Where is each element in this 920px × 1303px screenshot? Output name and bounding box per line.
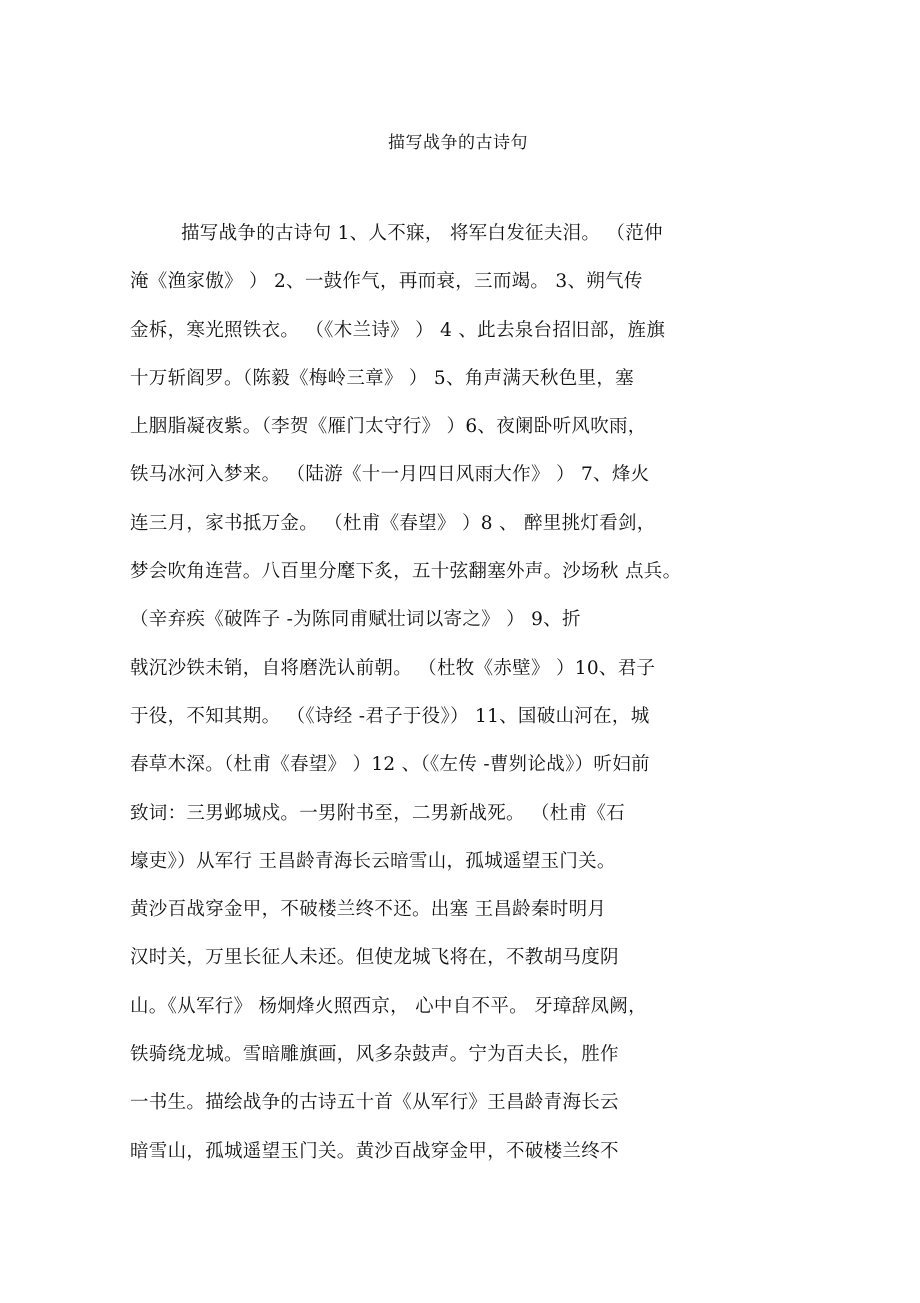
text-line: 铁马冰河入梦来。 （陆游《十一月四日风雨大作》 ） 7、烽火 bbox=[130, 464, 650, 486]
text-line: 一书生。描绘战争的古诗五十首《从军行》王昌龄青海长云 bbox=[130, 1092, 619, 1114]
text-line: 金柝，寒光照铁衣。 （《木兰诗》 ） 4 、此去泉台招旧部，旌旗 bbox=[130, 319, 666, 341]
text-line: 描写战争的古诗句 1、人不寐， 将军白发征夫泪。 （范仲 bbox=[181, 223, 663, 244]
text-line: 十万斩阎罗。（陈毅《梅岭三章》 ） 5、角声满天秋色里，塞 bbox=[130, 367, 634, 389]
text-line: 春草木深。（杜甫《春望》 ）12 、（《左传 -曹刿论战》）听妇前 bbox=[130, 754, 650, 776]
text-line: 淹《渔家傲》 ） 2、一鼓作气，再而衰，三而竭。 3、朔气传 bbox=[130, 271, 643, 293]
text-line: 山。《从军行》 杨炯烽火照西京， 心中自不平。 牙璋辞凤阙， bbox=[130, 995, 647, 1017]
text-line: 暗雪山，孤城遥望玉门关。黄沙百战穿金甲，不破楼兰终不 bbox=[130, 1140, 619, 1162]
text-line: 于役，不知其期。 （《诗经 -君子于役》） 11、国破山河在，城 bbox=[130, 705, 650, 727]
text-line: 铁骑绕龙城。雪暗雕旗画，风多杂鼓声。宁为百夫长，胜作 bbox=[130, 1044, 619, 1066]
text-line: 壕吏》）从军行 王昌龄青海长云暗雪山，孤城遥望玉门关。 bbox=[130, 850, 616, 872]
document-title: 描写战争的古诗句 bbox=[388, 133, 528, 153]
text-line: 汉时关，万里长征人未还。但使龙城飞将在，不教胡马度阴 bbox=[130, 947, 619, 969]
document-body bbox=[130, 210, 770, 1176]
text-line: 戟沉沙铁未销，自将磨洗认前朝。 （杜牧《赤壁》 ）10、君子 bbox=[130, 657, 656, 679]
text-line: 致词：三男邺城戍。一男附书至，二男新战死。 （杜甫《石 bbox=[130, 802, 625, 824]
text-line: 连三月，家书抵万金。 （杜甫《春望》 ）8 、 醉里挑灯看剑， bbox=[130, 512, 656, 534]
text-line: 上胭脂凝夜紫。（李贺《雁门太守行》 ）6、夜阑卧听风吹雨， bbox=[130, 416, 647, 438]
text-line: （辛弃疾《破阵子 -为陈同甫赋壮词以寄之》 ） 9、折 bbox=[130, 609, 581, 631]
text-line: 黄沙百战穿金甲，不破楼兰终不还。出塞 王昌龄秦时明月 bbox=[130, 899, 607, 921]
text-line: 梦会吹角连营。八百里分麾下炙，五十弦翻塞外声。沙场秋 点兵。 bbox=[130, 561, 682, 583]
